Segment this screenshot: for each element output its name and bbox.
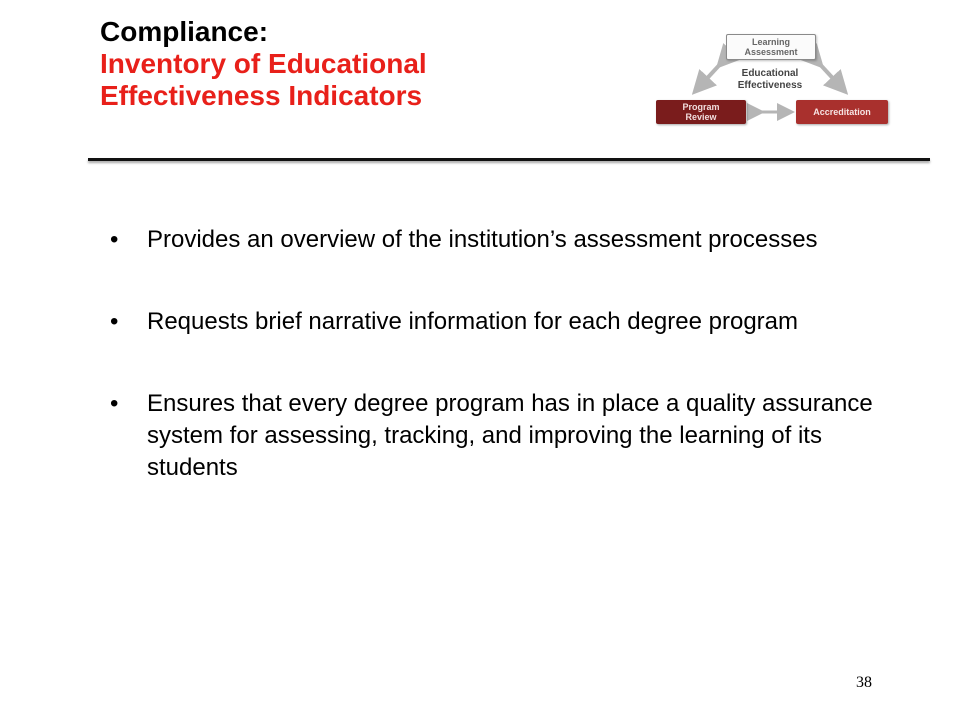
bullet-text: Requests brief narrative information for each degree program <box>147 308 798 335</box>
title-line-inventory: Inventory of Educational <box>100 48 427 79</box>
slide-title <box>100 16 620 112</box>
learning-label-line1: Learning <box>751 37 790 47</box>
learning-label-line2: Assessment <box>744 47 798 57</box>
bullet-item <box>110 224 910 256</box>
bullet-symbol: • <box>110 390 119 417</box>
bullet-item <box>110 388 910 484</box>
bullet-item <box>110 306 910 338</box>
center-label-line2: Effectiveness <box>737 80 803 91</box>
bullet-text: Ensures that every degree program has in place a quality assurance system for assessing, tracking, and improving the learning of its students <box>147 390 873 481</box>
page-number: 38 <box>856 674 872 691</box>
educational-effectiveness-label <box>712 68 828 92</box>
bullet-symbol: • <box>110 226 119 253</box>
learning-assessment-box <box>726 34 816 60</box>
title-line-indicators: Effectiveness Indicators <box>100 80 423 111</box>
accreditation-box <box>796 100 888 124</box>
bullet-symbol: • <box>110 308 119 335</box>
center-label-line1: Educational <box>741 68 799 79</box>
bullet-text: Provides an overview of the institution’s assessment processes <box>147 226 818 253</box>
bullet-list <box>110 224 910 534</box>
title-divider <box>88 158 930 161</box>
accreditation-label: Accreditation <box>813 107 871 117</box>
title-line-compliance: Compliance: <box>100 16 269 47</box>
educational-effectiveness-diagram <box>650 28 890 128</box>
program-review-box <box>656 100 746 124</box>
program-label-line2: Review <box>685 112 717 122</box>
program-label-line1: Program <box>682 102 720 112</box>
